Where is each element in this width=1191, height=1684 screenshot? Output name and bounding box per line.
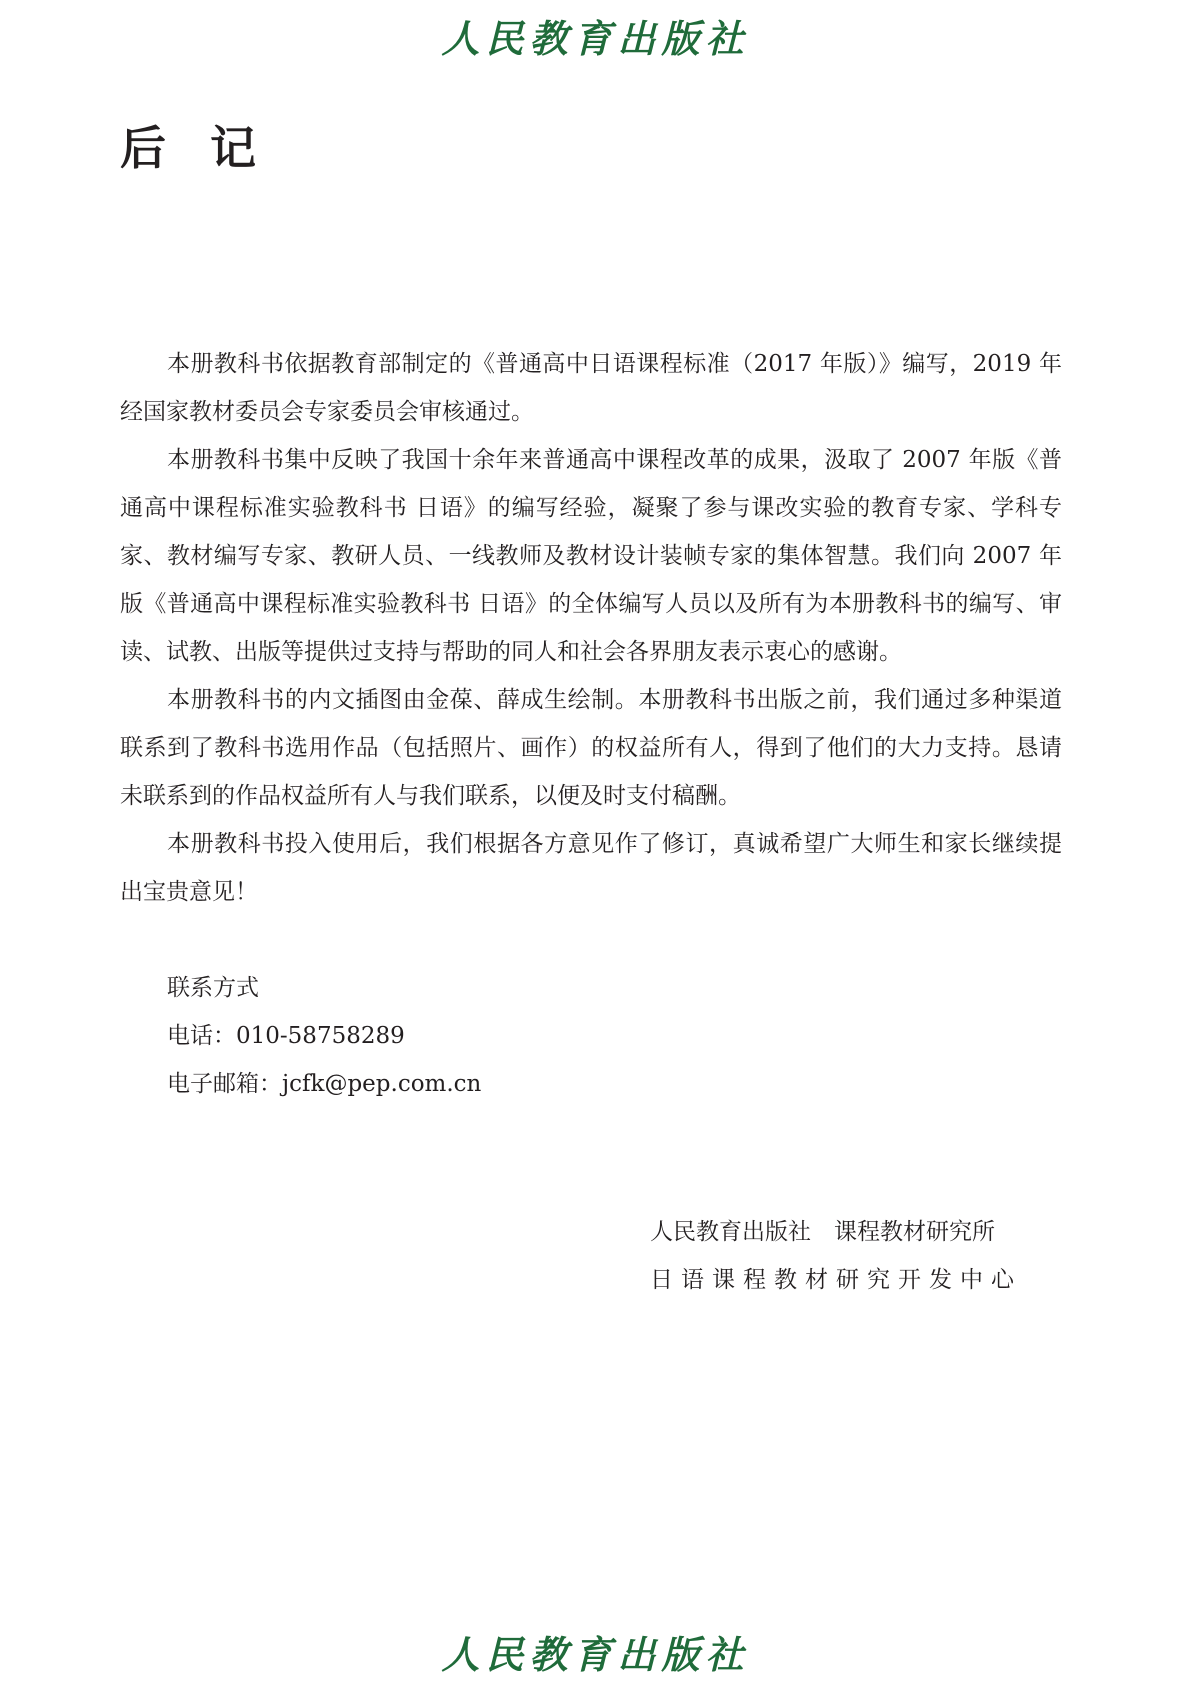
paragraph: 本册教科书依据教育部制定的《普通高中日语课程标准（2017 年版）》编写，2019 年经国家教材委员会专家委员会审核通过。 — [120, 351, 1062, 425]
page-title: 后记 — [120, 121, 300, 175]
publisher-logo-bottom — [0, 1624, 1191, 1679]
signature-center: 日语课程教材研究开发中心 — [650, 1267, 1022, 1293]
paragraph: 本册教科书集中反映了我国十余年来普通高中课程改革的成果，汲取了 2007 年版《普通高中课程标准实验教科书 日语》的编写经验，凝聚了参与课改实验的教育专家、学科专家、教材编写专家、教研人员、一线教师及教材设计装帧专家的集体智慧。我们向 2007 年版《普通高中课程标准实验教科书 日语》的全体编写人员以及所有为本册教科书的编写、审读、试教、出版等提供过支持与帮助的同人和社会各界朋友表示衷心的感谢。 — [120, 447, 1062, 665]
publisher-logo-text: 人民教育出版社 — [441, 16, 750, 61]
paragraph: 本册教科书投入使用后，我们根据各方意见作了修订，真诚希望广大师生和家长继续提出宝贵意见！ — [120, 831, 1062, 905]
publisher-logo-text: 人民教育出版社 — [441, 1632, 750, 1677]
afterword-body — [120, 340, 1062, 916]
signature-publisher: 人民教育出版社 课程教材研究所 — [650, 1219, 995, 1245]
contact-email: 电子邮箱：jcfk@pep.com.cn — [167, 1071, 482, 1097]
contact-block — [167, 964, 481, 1108]
contact-heading: 联系方式 — [167, 975, 259, 1001]
publisher-logo-top — [0, 8, 1191, 63]
contact-phone: 电话：010-58758289 — [167, 1023, 405, 1049]
signature-block — [650, 1208, 1022, 1304]
paragraph: 本册教科书的内文插图由金葆、薛成生绘制。本册教科书出版之前，我们通过多种渠道联系到了教科书选用作品（包括照片、画作）的权益所有人，得到了他们的大力支持。恳请未联系到的作品权益所有人与我们联系，以便及时支付稿酬。 — [120, 687, 1062, 809]
